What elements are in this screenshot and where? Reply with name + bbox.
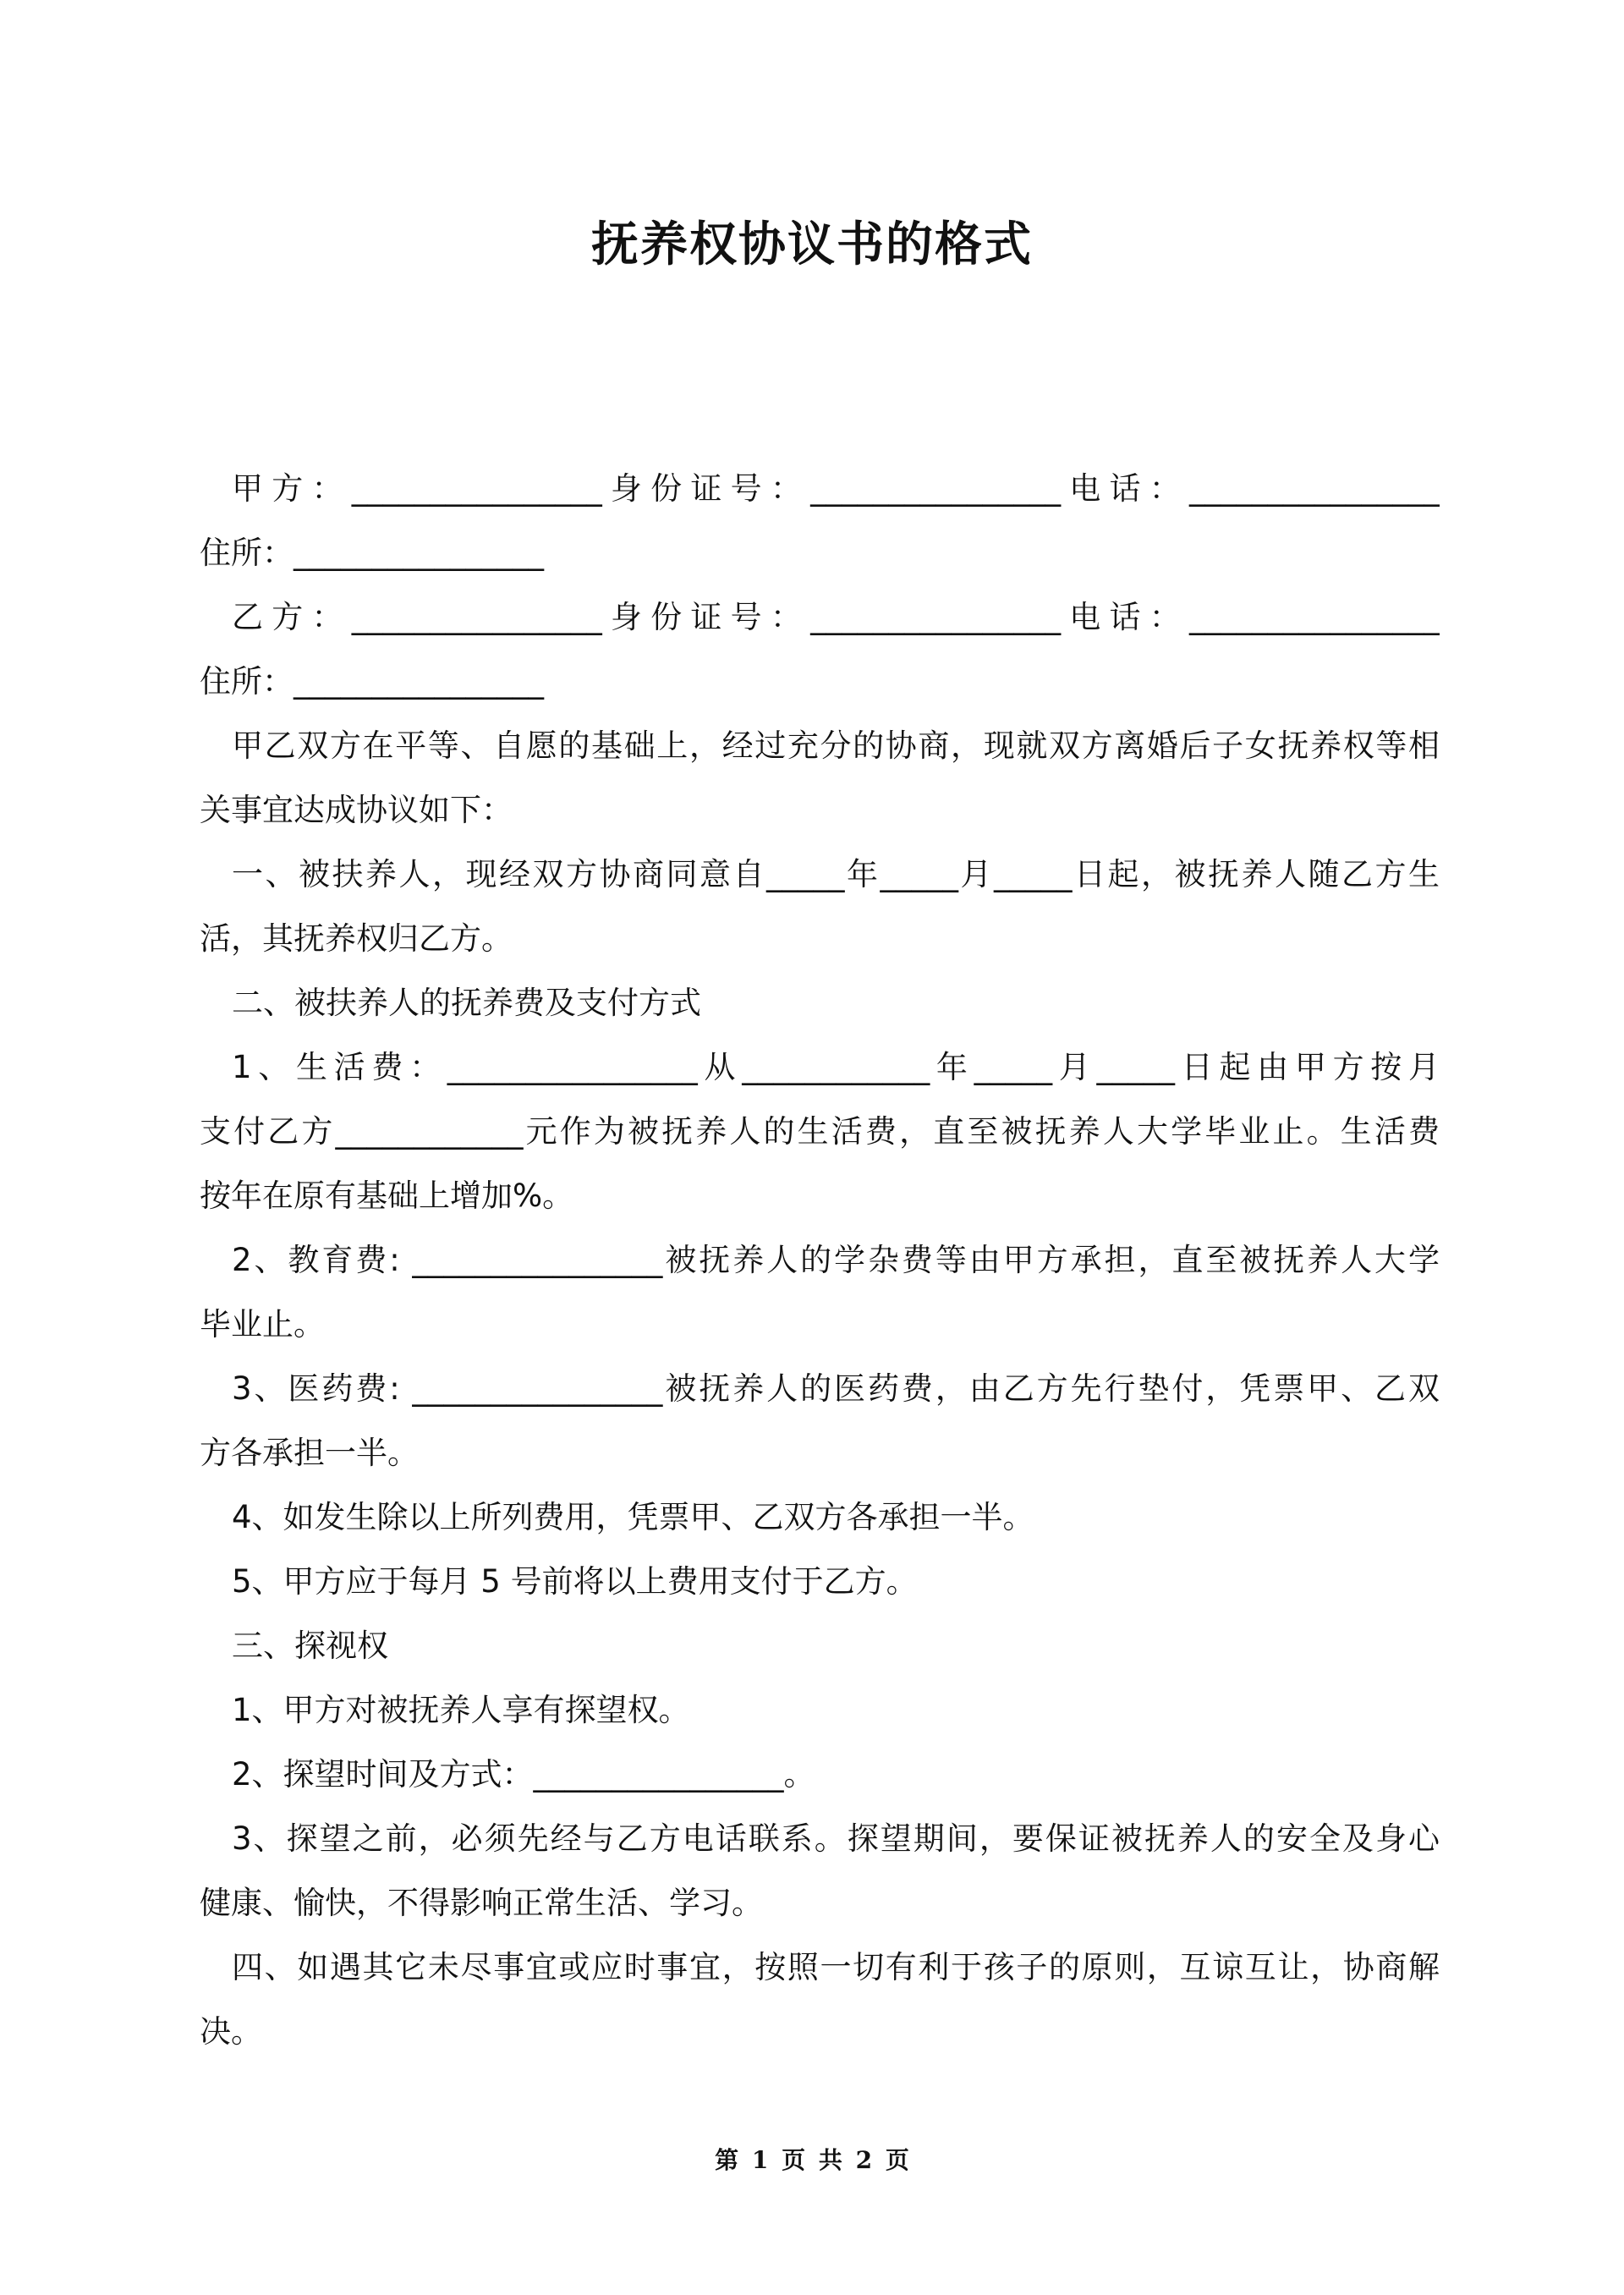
clause-4-line: 决。 [200, 2013, 262, 2050]
document-body [200, 457, 1440, 2064]
clause-4-line: 四、如遇其它未尽事宜或应时事宜，按照一切有利于孩子的原则，互谅互让，协商解 [232, 1949, 1440, 1985]
party-b-address: 住所：________________ [200, 663, 544, 700]
visitation-rule-line: 3、探望之前，必须先经与乙方电话联系。探望期间，要保证被抚养人的安全及身心 [232, 1820, 1440, 1857]
clause-1-line: 活，其抚养权归乙方。 [200, 920, 513, 957]
preamble-line: 甲乙双方在平等、自愿的基础上，经过充分的协商，现就双方离婚后子女抚养权等相 [232, 727, 1440, 764]
page-number: 第 1 页 共 2 页 [715, 2146, 909, 2174]
visitation-time-line: 2、探望时间及方式：________________。 [232, 1756, 815, 1793]
visitation-right-line: 1、甲方对被抚养人享有探望权。 [232, 1692, 690, 1728]
other-expense-line: 4、如发生除以上所列费用，凭票甲、乙双方各承担一半。 [232, 1499, 1034, 1535]
medical-expense-line: 方各承担一半。 [200, 1435, 419, 1471]
living-expense-line: 支付乙方____________元作为被抚养人的生活费，直至被抚养人大学毕业止。生活费 [200, 1113, 1440, 1150]
living-expense-line: 1、生活费：________________从____________年_____月_____日起由甲方按月 [232, 1049, 1440, 1085]
party-a-line: 甲方：________________身份证号：________________电话：________________ [232, 470, 1440, 507]
education-expense-line: 毕业止。 [200, 1306, 325, 1342]
party-a-address: 住所：________________ [200, 535, 544, 571]
clause-3-heading: 三、探视权 [232, 1628, 388, 1664]
medical-expense-line: 3、医药费: ________________被抚养人的医药费，由乙方先行垫付，凭票甲、乙双 [232, 1370, 1440, 1407]
clause-1-line: 一、被扶养人，现经双方协商同意自_____年_____月_____日起，被抚养人随乙方生 [232, 856, 1440, 892]
party-b-line: 乙方：________________身份证号：________________电话：________________ [232, 599, 1440, 635]
clause-2-heading: 二、被扶养人的抚养费及支付方式 [232, 985, 701, 1021]
preamble-line: 关事宜达成协议如下： [200, 792, 513, 828]
payment-date-line: 5、甲方应于每月 5 号前将以上费用支付于乙方。 [232, 1563, 918, 1600]
living-expense-line: 按年在原有基础上增加%。 [200, 1178, 574, 1214]
visitation-rule-line: 健康、愉快，不得影响正常生活、学习。 [200, 1885, 763, 1921]
education-expense-line: 2、教育费: ________________被抚养人的学杂费等由甲方承担，直至被抚养人大学 [232, 1242, 1440, 1278]
document-title: 抚养权协议书的格式 [591, 217, 1033, 272]
